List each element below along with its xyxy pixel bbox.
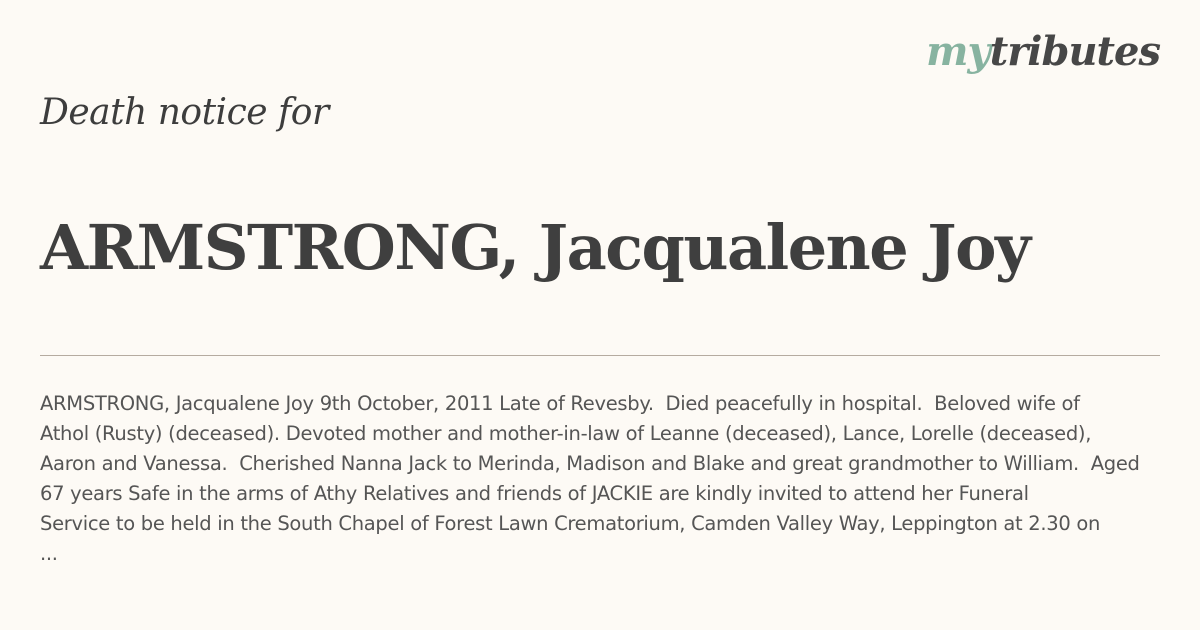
logo-my-text: my	[926, 28, 990, 75]
mytributes-logo[interactable]	[926, 28, 1160, 75]
deceased-name: ARMSTRONG, Jacqualene Joy	[40, 211, 1030, 284]
notice-line: Aaron and Vanessa. Cherished Nanna Jack to Merinda, Madison and Blake and great grandmother to William. Aged	[40, 452, 1140, 475]
notice-subtitle: Death notice for	[40, 92, 329, 133]
notice-line: Athol (Rusty) (deceased). Devoted mother and mother-in-law of Leanne (deceased), Lance, Lorelle (deceased),	[40, 422, 1092, 445]
notice-ellipsis: ...	[40, 542, 58, 565]
notice-line: 67 years Safe in the arms of Athy Relatives and friends of JACKIE are kindly invited to attend her Funeral	[40, 482, 1029, 505]
notice-text	[40, 389, 1200, 569]
notice-line: ARMSTRONG, Jacqualene Joy 9th October, 2011 Late of Revesby. Died peacefully in hospital. Beloved wife of	[40, 392, 1080, 415]
logo-tributes-text: tributes	[989, 28, 1160, 75]
notice-line: Service to be held in the South Chapel of Forest Lawn Crematorium, Camden Valley Way, Leppington at 2.30 on	[40, 512, 1101, 535]
divider	[40, 355, 1160, 356]
